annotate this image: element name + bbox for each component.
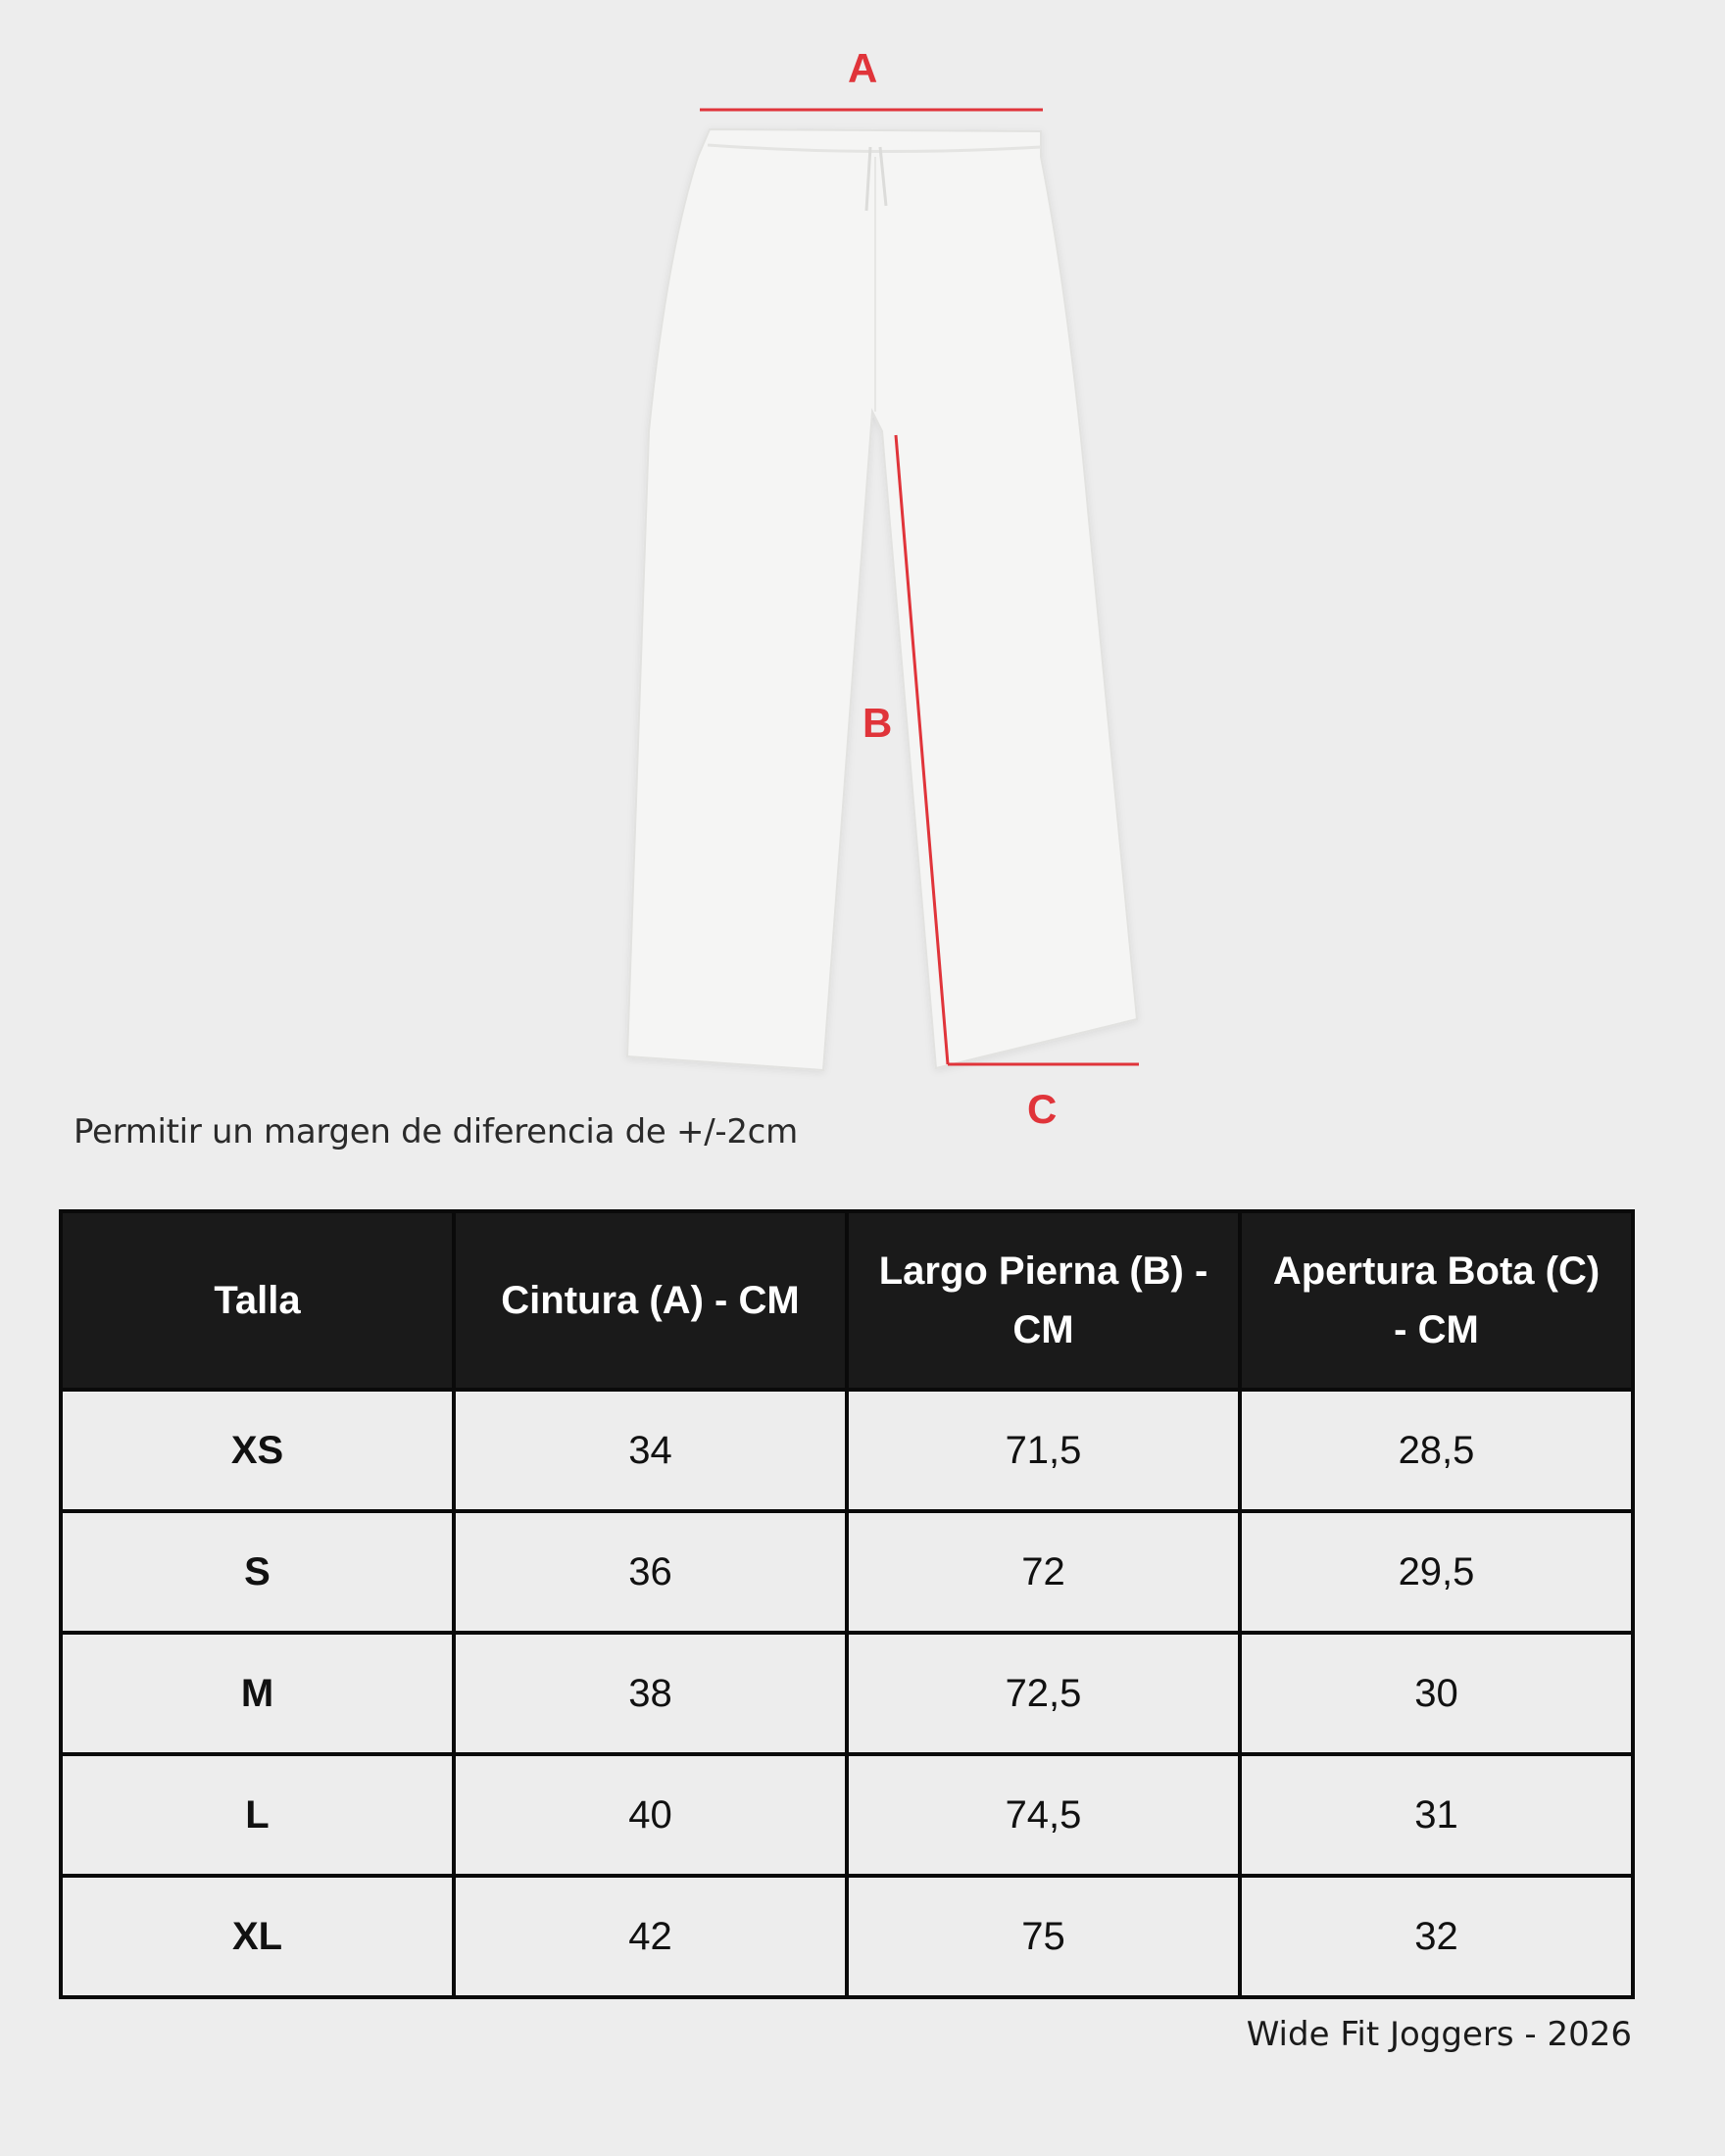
leg-opening-cell: 31	[1240, 1754, 1633, 1876]
table-row	[61, 1754, 1633, 1876]
leg-length-cell: 71,5	[847, 1390, 1240, 1511]
table-row	[61, 1511, 1633, 1633]
leg-opening-cell: 32	[1240, 1876, 1633, 1997]
size-cell: M	[61, 1633, 454, 1754]
leg-length-cell: 72,5	[847, 1633, 1240, 1754]
footer-caption: Wide Fit Joggers - 2026	[1246, 2015, 1632, 2054]
leg-opening-cell: 30	[1240, 1633, 1633, 1754]
leg-length-cell: 72	[847, 1511, 1240, 1633]
waist-cell: 34	[454, 1390, 847, 1511]
leg-opening-cell: 28,5	[1240, 1390, 1633, 1511]
header-leg-opening: Apertura Bota (C) - CM	[1240, 1211, 1633, 1390]
header-waist: Cintura (A) - CM	[454, 1211, 847, 1390]
size-cell: L	[61, 1754, 454, 1876]
size-cell: XS	[61, 1390, 454, 1511]
header-leg-length: Largo Pierna (B) - CM	[847, 1211, 1240, 1390]
size-chart-table	[59, 1209, 1635, 1999]
size-cell: XL	[61, 1876, 454, 1997]
measure-label-c: C	[1027, 1086, 1058, 1132]
waist-cell: 40	[454, 1754, 847, 1876]
waist-cell: 42	[454, 1876, 847, 1997]
leg-length-cell: 75	[847, 1876, 1240, 1997]
leg-opening-cell: 29,5	[1240, 1511, 1633, 1633]
measure-label-b: B	[862, 700, 893, 746]
header-size: Talla	[61, 1211, 454, 1390]
measure-label-a: A	[848, 45, 878, 91]
table-row	[61, 1633, 1633, 1754]
table-row	[61, 1390, 1633, 1511]
leg-length-cell: 74,5	[847, 1754, 1240, 1876]
size-cell: S	[61, 1511, 454, 1633]
pants-shape	[627, 129, 1137, 1070]
table-header-row	[61, 1211, 1633, 1390]
table-row	[61, 1876, 1633, 1997]
tolerance-note: Permitir un margen de diferencia de +/-2cm	[74, 1112, 798, 1152]
waist-cell: 36	[454, 1511, 847, 1633]
waist-cell: 38	[454, 1633, 847, 1754]
